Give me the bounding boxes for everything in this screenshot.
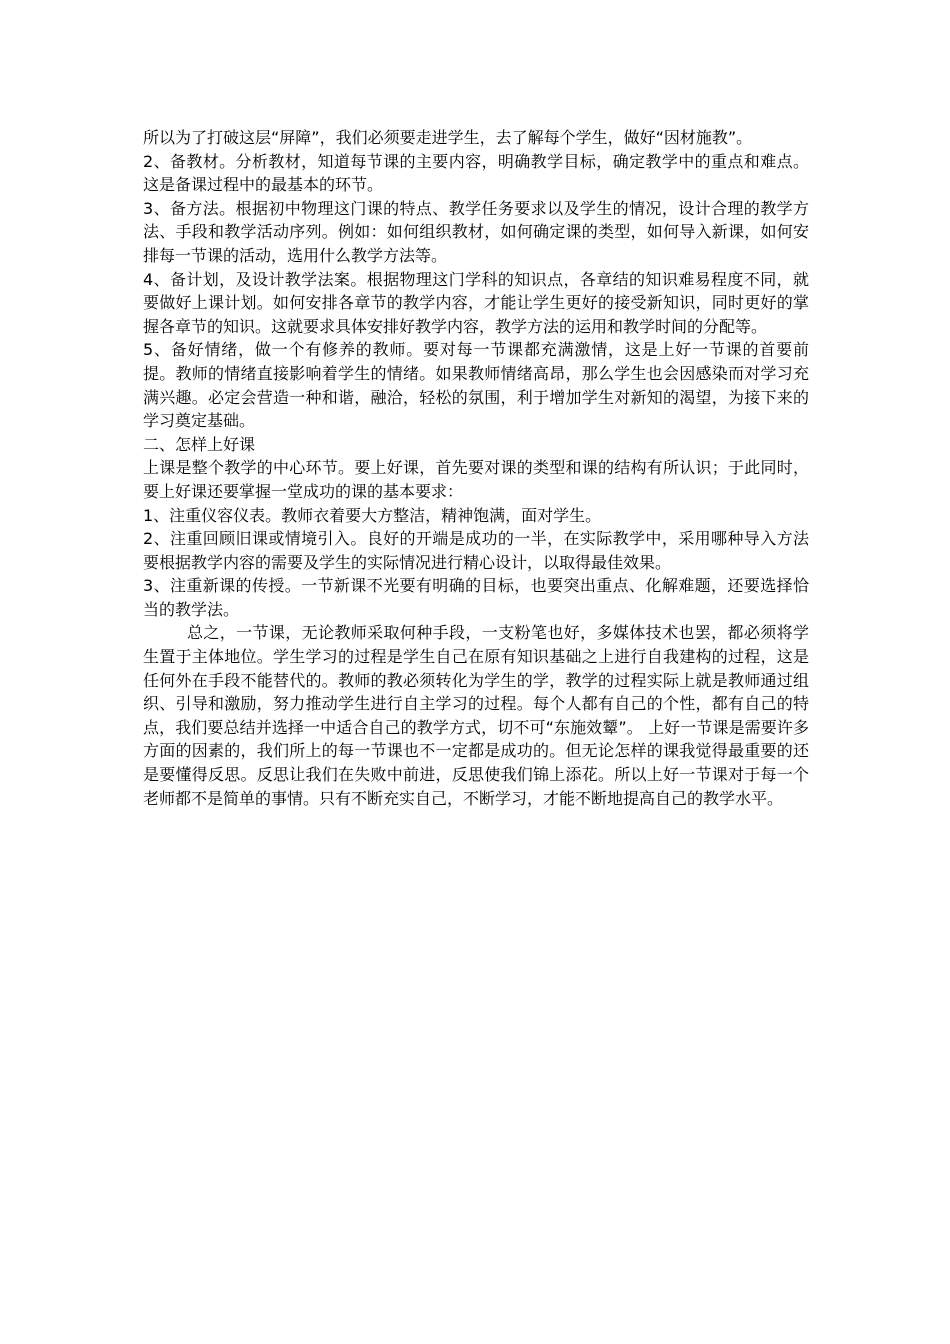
paragraph-prepare-emotion: 5、备好情绪，做一个有修养的教师。要对每一节课都充满激情，这是上好一节课的首要前提。教师的情绪直接影响着学生的情绪。如果教师情绪高昂，那么学生也会因感染而对学习充满兴趣。必定会营造一种和谐，融洽，轻松的氛围，利于增加学生对新知的渴望，为接下来的学习奠定基础。 — [143, 340, 809, 431]
section-heading-how-to-teach: 二、怎样上好课 — [143, 434, 256, 454]
paragraph-prepare-materials: 2、备教材。分析教材，知道每节课的主要内容，明确教学目标，确定教学中的重点和难点。这是备课过程中的最基本的环节。 — [143, 151, 809, 195]
document-body — [143, 126, 809, 810]
paragraph-teaching-intro: 上课是整个教学的中心环节。要上好课，首先要对课的类型和课的结构有所认识；于此同时，要上好课还要掌握一堂成功的课的基本要求： — [143, 458, 809, 501]
paragraph-new-lesson: 3、注重新课的传授。一节新课不光要有明确的目标，也要突出重点、化解难题，还要选择恰当的教学法。 — [143, 576, 809, 619]
paragraph-prepare-methods: 3、备方法。根据初中物理这门课的特点、教学任务要求以及学生的情况，设计合理的教学方法、手段和教学活动序列。例如：如何组织教材，如何确定课的类型，如何导入新课，如何安排每一节课的活动，选用什么教学方法等。 — [143, 198, 809, 265]
paragraph-intro-continuation: 所以为了打破这层“屏障”，我们必须要走进学生，去了解每个学生，做好“因材施教”。 — [143, 128, 753, 147]
paragraph-prepare-plan: 4、备计划，及设计教学法案。根据物理这门学科的知识点，各章结的知识难易程度不同，就要做好上课计划。如何安排各章节的教学内容，才能让学生更好的接受新知识，同时更好的掌握各章节的知识。这就要求具体安排好教学内容，教学方法的运用和教学时间的分配等。 — [143, 269, 809, 336]
paragraph-review-introduction: 2、注重回顾旧课或情境引入。良好的开端是成功的一半，在实际教学中，采用哪种导入方法要根据教学内容的需要及学生的实际情况进行精心设计，以取得最佳效果。 — [143, 529, 809, 572]
paragraph-conclusion: 总之，一节课，无论教师采取何种手段，一支粉笔也好，多媒体技术也罢，都必须将学生置于主体地位。学生学习的过程是学生自己在原有知识基础之上进行自我建构的过程，这是任何外在手段不能替代的。教师的教必须转化为学生的学，教学的过程实际上就是教师通过组织、引导和激励，努力推动学生进行自主学习的过程。每个人都有自己的个性，都有自己的特点，我们要总结并选择一中适合自己的教学方式，切不可“东施效颦”。 上好一节课是需要许多方面的因素的，我们所上的每一节课也不一定都是成功的。但无论怎样的课我觉得最重要的还是要懂得反思。反思让我们在失败中前进，反思使我们锦上添花。所以上好一节课对于每一个老师都不是简单的事情。只有不断充实自己，不断学习，才能不断地提高自己的教学水平。 — [143, 623, 809, 808]
paragraph-appearance: 1、注重仪容仪表。教师衣着要大方整洁，精神饱满，面对学生。 — [143, 505, 602, 525]
